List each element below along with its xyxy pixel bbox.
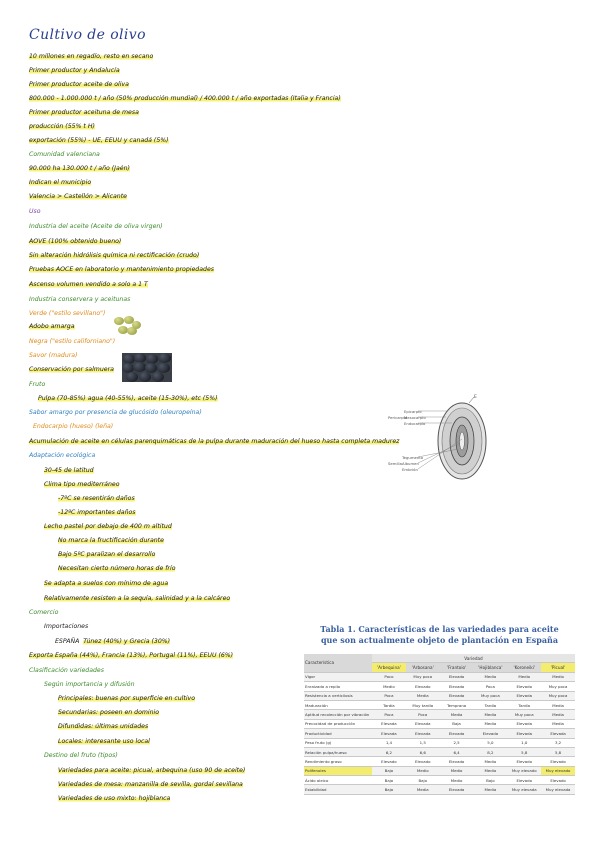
table-cell: Poca <box>372 710 406 719</box>
table-cell: Elevado <box>507 682 541 691</box>
note-line: exportación (55%) - UE, EEUU y canadá (5%) <box>29 137 169 144</box>
table-header-cell: 'Picual' <box>541 663 575 672</box>
table-row <box>304 785 575 794</box>
table-cell: Muy elevado <box>541 766 575 775</box>
table-cell: Precocidad de producción <box>304 719 372 728</box>
table-cell: Medio <box>440 776 474 785</box>
table-cell: Baja <box>440 719 474 728</box>
note-line: 30-45 de latitud <box>44 467 94 474</box>
table-cell: Media <box>473 719 507 728</box>
table-row <box>304 729 575 738</box>
diagram-label: E <box>474 395 477 400</box>
table-cell: Baja <box>372 785 406 794</box>
note-line: Conservación por salmuera <box>29 366 114 373</box>
diagram-group-label: Semilla <box>388 461 402 466</box>
table-header-cell: 'Hojiblanca' <box>473 663 507 672</box>
table-cell: Media <box>473 785 507 794</box>
note-line: Necesitan cierto número horas de frío <box>58 565 176 572</box>
note-line: -7ºC se resentirán daños <box>58 495 135 502</box>
diagram-label: Endocarpio <box>404 421 426 426</box>
table-header-cell: 'Frantoio' <box>440 663 474 672</box>
table-cell: Media <box>440 710 474 719</box>
table-cell: Bajo <box>372 776 406 785</box>
note-line: Bajo 5ºC paralizan el desarrollo <box>58 551 156 558</box>
table-cell: 3,2 <box>541 738 575 747</box>
table-cell: 6,2 <box>372 747 406 756</box>
table-row <box>304 691 575 700</box>
note-line: Se adapta a suelos con mínimo de agua <box>44 580 169 587</box>
table-cell: Elevado <box>406 757 440 766</box>
note-line: Variedades para aceite: picual, arbequina (uso 90 de aceite) <box>58 767 246 774</box>
note-line: 10 millones en regadío, resto en secano <box>29 53 154 60</box>
table-cell: Poca <box>406 710 440 719</box>
table-body <box>304 672 575 794</box>
table-cell: Relación pulpa/hueso <box>304 747 372 756</box>
table-row <box>304 766 575 775</box>
table-cell: Poco <box>372 672 406 681</box>
table-cell: Muy poca <box>473 691 507 700</box>
note-heading: Destino del fruto (tipos) <box>44 752 118 759</box>
diagram-label: Embrión <box>402 467 418 472</box>
note-line: Endocarpio (hueso) (leña) <box>33 423 114 430</box>
table-row <box>304 747 575 756</box>
table-cell: Elevada <box>372 719 406 728</box>
table-cell: Elevado <box>372 757 406 766</box>
table-header-cell: Variedad <box>372 654 575 663</box>
note-line: Savor (madura) <box>29 352 78 359</box>
table-cell: Peso fruto (g) <box>304 738 372 747</box>
table-header-cell: 'Arbequina' <box>372 663 406 672</box>
table-cell: 6,6 <box>406 747 440 756</box>
table-row <box>304 757 575 766</box>
table-cell: Muy poca <box>507 710 541 719</box>
table-cell: Tardía <box>507 700 541 709</box>
note-line: Principales: buenas por superficie en cultivo <box>58 695 195 702</box>
note-line: Acumulación de aceite en células parenquimáticas de la pulpa durante maduración del hueso hasta completa madurez <box>29 438 400 445</box>
note-line: -12ºC importantes daños <box>58 509 136 516</box>
table-cell: Enraizado a repilo <box>304 682 372 691</box>
table-cell: Elevada <box>440 729 474 738</box>
note-line: Variedades de uso mixto: hojiblanca <box>58 795 171 802</box>
diagram-label: Tegumento <box>402 455 424 460</box>
table-cell: Elevada <box>440 785 474 794</box>
table-cell: Tardía <box>372 700 406 709</box>
table-cell: Tardía <box>473 700 507 709</box>
note-line: Clima tipo mediterráneo <box>44 481 120 488</box>
note-line: Relativamente resisten a la sequía, salinidad y a la calcáreo <box>44 595 231 602</box>
table-cell: Poca <box>473 682 507 691</box>
table-cell: Medio <box>406 766 440 775</box>
table-cell: 5,8 <box>507 747 541 756</box>
note-line: ESPAÑA Túnez (40%) y Grecia (30%) <box>55 638 171 645</box>
note-line: Primer productor y Andalucía <box>29 67 120 74</box>
table-cell: Polifenoles <box>304 766 372 775</box>
note-heading: Clasificación variedades <box>29 667 104 674</box>
table-cell: Elevado <box>507 757 541 766</box>
table-row <box>304 672 575 681</box>
note-line: Primer productor aceituna de mesa <box>29 109 139 116</box>
table-cell: Elevado <box>507 776 541 785</box>
table-cell: Media <box>541 719 575 728</box>
note-heading: Uso <box>29 208 41 215</box>
note-line: Variedades de mesa: manzanilla de sevilla, gordal sevillana <box>58 781 243 788</box>
table-title: Tabla 1. Características de las variedades para aceite <box>320 624 559 634</box>
table-cell: Medio <box>541 672 575 681</box>
note-line: Secundarias: poseen en dominio <box>58 709 160 716</box>
table-cell: Estabilidad <box>304 785 372 794</box>
note-line: Importaciones <box>44 623 89 630</box>
table-cell: 8,2 <box>473 747 507 756</box>
note-line: Adobo amarga <box>29 323 75 330</box>
green-olives-image <box>112 315 142 337</box>
table-cell: Muy elevada <box>541 785 575 794</box>
note-heading: Adaptación ecológica <box>29 452 96 459</box>
note-heading: Fruto <box>29 381 46 388</box>
table-row <box>304 710 575 719</box>
diagram-group-label: Pericarpio <box>388 415 407 420</box>
table-cell: Media <box>473 710 507 719</box>
table-row <box>304 738 575 747</box>
table-cell: Bajo <box>372 766 406 775</box>
table-header-cell: 'Arbosana' <box>406 663 440 672</box>
table-cell: 2,5 <box>440 738 474 747</box>
diagram-label: Mesocarpio <box>404 415 426 420</box>
table-cell: Muy elevado <box>507 766 541 775</box>
table-cell: Media <box>406 691 440 700</box>
table-cell: Elevada <box>406 729 440 738</box>
table-cell: Elevado <box>440 757 474 766</box>
varieties-table-figure <box>302 620 577 813</box>
table-row <box>304 700 575 709</box>
table-cell: Elevada <box>473 729 507 738</box>
table-cell: Muy tardía <box>406 700 440 709</box>
note-heading: Industria conservera y aceitunas <box>29 296 131 303</box>
diagram-label: Albumen <box>402 461 419 466</box>
table-cell: Medio <box>507 672 541 681</box>
note-heading: Comercio <box>29 609 59 616</box>
table-cell: Temprana <box>440 700 474 709</box>
table-cell: Bajo <box>473 776 507 785</box>
table-cell: Elevado <box>541 776 575 785</box>
table-cell: Muy poca <box>541 682 575 691</box>
note-heading: Negra ("estilo californiano") <box>29 338 116 345</box>
table-cell: Resistencia a verticilosis <box>304 691 372 700</box>
table-header-cell: 'Koroneiki' <box>507 663 541 672</box>
table-cell: Aptitud recolección por vibración <box>304 710 372 719</box>
table-cell: Ácido oleico <box>304 776 372 785</box>
table-cell: Muy elevada <box>507 785 541 794</box>
table-cell: Elevado <box>541 757 575 766</box>
table-cell: Medio <box>372 682 406 691</box>
table-row <box>304 719 575 728</box>
table-cell: 5,8 <box>541 747 575 756</box>
note-line: Pulpa (70-85%) agua (40-55%), aceite (15-30%), etc (5%) <box>38 395 218 402</box>
page-title: Cultivo de olivo <box>29 27 146 43</box>
table-cell: 6,4 <box>440 747 474 756</box>
note-line: Sin alteración hidrólisis química ni rectificación (crudo) <box>29 252 200 259</box>
table-cell: Muy poca <box>541 691 575 700</box>
note-line: No marca la fructificación durante <box>58 537 164 544</box>
note-line: Valencia > Castellón > Alicante <box>29 193 127 200</box>
note-line: Ascenso volumen vendido a solo a 1 T <box>29 281 148 288</box>
note-line: Primer productor aceite de oliva <box>29 81 129 88</box>
table-cell: Maduración <box>304 700 372 709</box>
note-line: Difundidas: últimas unidades <box>58 723 149 730</box>
note-line: Pruebas AOCE en laboratorio y mantenimiento propiedades <box>29 266 214 273</box>
table-subtitle: que son actualmente objeto de plantación en España <box>320 635 559 645</box>
olive-fruit-diagram <box>388 397 498 482</box>
table-cell: Elevada <box>541 729 575 738</box>
table-cell: Medio <box>473 672 507 681</box>
table-cell: Media <box>541 700 575 709</box>
table-cell: Elevada <box>372 729 406 738</box>
table-cell: Elevado <box>440 672 474 681</box>
note-line: AOVE (100% obtenido bueno) <box>29 238 122 245</box>
note-heading: Comunidad valenciana <box>29 151 100 158</box>
note-line: Indican el municipio <box>29 179 92 186</box>
table-cell: Elevada <box>406 719 440 728</box>
note-heading: Según importancia y difusión <box>44 681 135 688</box>
table-cell: Productividad <box>304 729 372 738</box>
table-row <box>304 776 575 785</box>
table-cell: Rendimiento graso <box>304 757 372 766</box>
table-cell: Elevada <box>507 691 541 700</box>
table-cell: Medio <box>440 766 474 775</box>
note-heading: Verde ("estilo sevillano") <box>29 310 106 317</box>
table-cell: Elevada <box>507 719 541 728</box>
diagram-label: Epicarpio <box>404 409 422 414</box>
table-cell: Vigor <box>304 672 372 681</box>
note-line: Lecho pastel por debajo de 400 m altitud <box>44 523 172 530</box>
table-cell: Elevada <box>507 729 541 738</box>
table-cell: Elevada <box>440 691 474 700</box>
table-cell: Medio <box>473 757 507 766</box>
note-line: Sabor amargo por presencia de glucósido (oleuropeína) <box>29 409 202 416</box>
table-cell: Media <box>541 710 575 719</box>
table-cell: Medio <box>473 766 507 775</box>
varieties-table <box>304 654 575 795</box>
table-cell: Media <box>406 785 440 794</box>
note-line: Exporta España (44%), Francia (13%), Portugal (11%), EEUU (6%) <box>29 652 234 659</box>
table-cell: Elevado <box>440 682 474 691</box>
note-line: Locales: interesante uso local <box>58 738 150 745</box>
note-heading: Industria del aceite (Aceite de oliva virgen) <box>29 223 163 230</box>
table-cell: Poca <box>372 691 406 700</box>
table-cell: 5,0 <box>473 738 507 747</box>
table-cell: Muy poco <box>406 672 440 681</box>
table-cell: 1,4 <box>372 738 406 747</box>
table-cell: Bajo <box>406 776 440 785</box>
table-cell: Elevado <box>406 682 440 691</box>
note-line: producción (55% t H) <box>29 123 95 130</box>
table-cell: 1,0 <box>507 738 541 747</box>
note-line: 800.000 - 1.000.000 t / año (50% producción mundial) / 400.000 t / año exportadas (Italia y Francia) <box>29 95 341 102</box>
table-row <box>304 682 575 691</box>
table-cell: 1,5 <box>406 738 440 747</box>
black-olives-image <box>122 353 172 382</box>
note-line: 90.000 ha 130.000 t / año (Jaén) <box>29 165 130 172</box>
table-header-cell: Característica <box>304 654 372 672</box>
